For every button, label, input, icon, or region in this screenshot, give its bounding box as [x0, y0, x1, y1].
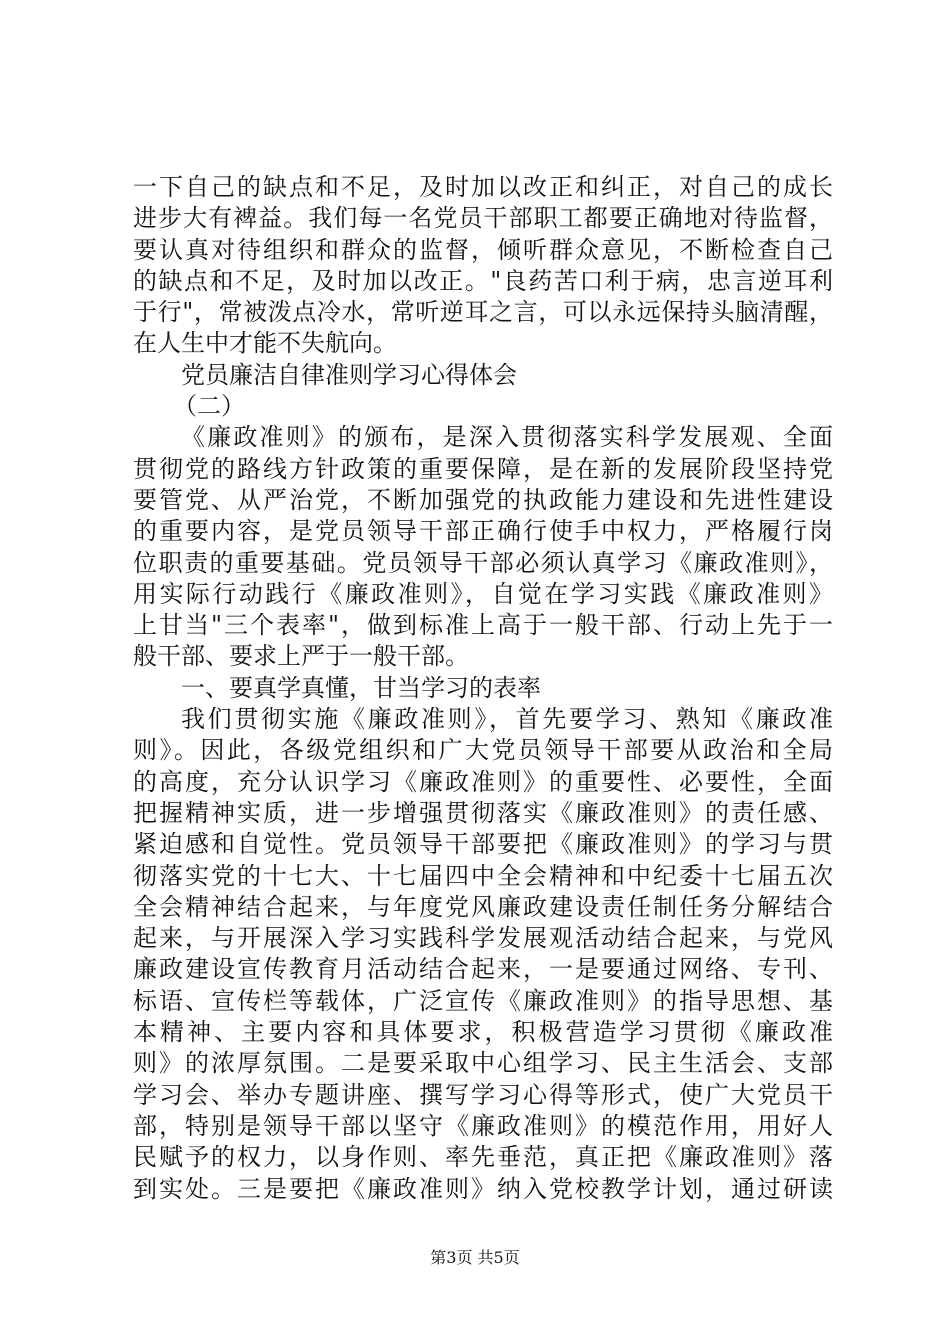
text-line: 起来，与开展深入学习实践科学发展观活动结合起来，与党风 [133, 924, 833, 953]
text-line: 要管党、从严治党，不断加强党的执政能力建设和先进性建设 [133, 485, 833, 514]
text-line: 的重要内容，是党员领导干部正确行使手中权力，严格履行岗 [133, 517, 833, 546]
section-subtitle: （二） [173, 392, 245, 421]
page-number: 第3页 共5页 [430, 1248, 520, 1267]
text-line: 上甘当"三个表率"，做到标准上高于一般干部、行动上先于一 [133, 611, 833, 640]
text-line: 要认真对待组织和群众的监督，倾听群众意见，不断检查自己 [133, 235, 833, 264]
text-line: 学习会、举办专题讲座、撰写学习心得等形式，使广大党员干 [133, 1080, 833, 1109]
text-line: 部，特别是领导干部以坚守《廉政准则》的模范作用，用好人 [133, 1111, 833, 1140]
text-line: 我们贯彻实施《廉政准则》，首先要学习、熟知《廉政准 [181, 705, 833, 734]
text-line: 一下自己的缺点和不足，及时加以改正和纠正，对自己的成长 [133, 173, 833, 201]
text-line: 的缺点和不足，及时加以改正。"良药苦口利于病，忠言逆耳利 [133, 266, 833, 295]
text-line: 般干部、要求上严于一般干部。 [133, 642, 469, 671]
text-line: 则》的浓厚氛围。二是要采取中心组学习、民主生活会、支部 [133, 1049, 833, 1078]
document-body [133, 172, 833, 1205]
text-line: 廉政建设宣传教育月活动结合起来，一是要通过网络、专刊、 [133, 955, 833, 984]
text-line: 本精神、主要内容和具体要求，积极营造学习贯彻《廉政准 [133, 1018, 833, 1047]
text-line: 于行"，常被泼点冷水，常听逆耳之言，可以永远保持头脑清醒， [133, 298, 833, 327]
text-line: 到实处。三是要把《廉政准则》纳入党校教学计划，通过研读 [133, 1174, 833, 1203]
text-line: 位职责的重要基础。党员领导干部必须认真学习《廉政准则》， [133, 548, 833, 577]
section-title: 党员廉洁自律准则学习心得体会 [181, 360, 517, 389]
text-line: 把握精神实质，进一步增强贯彻落实《廉政准则》的责任感、 [133, 798, 833, 827]
text-line: 的高度，充分认识学习《廉政准则》的重要性、必要性，全面 [133, 767, 833, 796]
text-line: 全会精神结合起来，与年度党风廉政建设责任制任务分解结合 [133, 892, 833, 921]
text-line: 《廉政准则》的颁布，是深入贯彻落实科学发展观、全面 [181, 423, 833, 452]
text-line: 贯彻党的路线方针政策的重要保障，是在新的发展阶段坚持党 [133, 454, 833, 483]
text-line: 则》。因此，各级党组织和广大党员领导干部要从政治和全局 [133, 736, 833, 765]
text-line: 用实际行动践行《廉政准则》，自觉在学习实践《廉政准则》 [133, 579, 833, 608]
section-heading: 一、要真学真懂，甘当学习的表率 [181, 673, 541, 702]
text-line: 在人生中才能不失航向。 [133, 329, 397, 358]
text-line: 彻落实党的十七大、十七届四中全会精神和中纪委十七届五次 [133, 861, 833, 890]
text-line: 进步大有裨益。我们每一名党员干部职工都要正确地对待监督， [133, 204, 833, 233]
text-line: 民赋予的权力，以身作则、率先垂范，真正把《廉政准则》落 [133, 1143, 833, 1172]
text-line: 紧迫感和自觉性。党员领导干部要把《廉政准则》的学习与贯 [133, 830, 833, 859]
text-line: 标语、宣传栏等载体，广泛宣传《廉政准则》的指导思想、基 [133, 986, 833, 1015]
